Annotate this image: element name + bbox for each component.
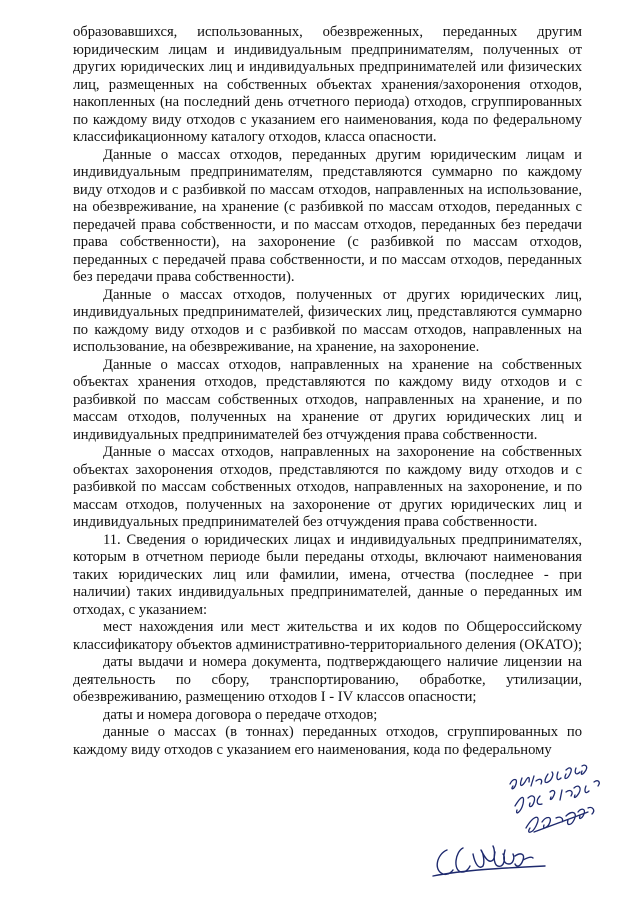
handwritten-annotation <box>470 748 630 848</box>
paragraph-transferred-waste: Данные о массах отходов, переданных другим юридическим лицам и индивидуальным предпринимателям, представляются суммарно по каждому виду отходов и с разбивкой по массам отходов, направленных на использование, на обезвреживание, на хранение (с разбивкой по массам отходов, переданных с передачей права собственности, и по массам отходов, переданных без передачи права собственности), на захоронение (с разбивкой по массам отходов, переданных с передачей права собственности, и по массам отходов, переданных без передачи права собственности). <box>73 146 582 285</box>
paragraph-continuation: образовавшихся, использованных, обезвреженных, переданных другим юридическим лицам и индивидуальным предпринимателям, полученных от других юридических лиц и индивидуальных предпринимателей или физических лиц, размещенных на собственных объектах хранения/захоронения отходов, накопленных (на последний день отчетного периода) отходов, сгруппированных по каждому виду отходов с указанием его наименования, кода по федеральному классификационному каталогу отходов, класса опасности. <box>73 24 582 145</box>
paragraph-locations-okato: мест нахождения или мест жительства и их кодов по Общероссийскому классификатору объектов административно-территориального деления (ОКАТО); <box>73 619 582 653</box>
paragraph-received-waste: Данные о массах отходов, полученных от других юридических лиц, индивидуальных предпринимателей, физических лиц, представляются суммарно по каждому виду отходов и с разбивкой по массам отходов, направленных на использование, на обезвреживание, на хранение, на захоронение. <box>73 286 582 355</box>
document-body <box>73 24 582 759</box>
paragraph-contract-dates: даты и номера договора о передаче отходов; <box>103 706 378 723</box>
paragraph-item-11: 11. Сведения о юридических лицах и индивидуальных предпринимателях, которым в отчетном периоде были переданы отходы, включают наименования таких юридических лиц или фамилии, имена, отчества (последнее - при наличии) таких индивидуальных предпринимателей, данные о переданных им отходах, с указанием: <box>73 531 582 618</box>
paragraph-burial-waste: Данные о массах отходов, направленных на захоронение на собственных объектах захоронения отходов, представляются по каждому виду отходов и с разбивкой по массам собственных отходов, направленных на захоронение, и по массам отходов, полученных на захоронение от других юридических лиц и индивидуальных предпринимателей без отчуждения права собственности. <box>73 444 582 530</box>
paragraph-license-dates: даты выдачи и номера документа, подтверждающего наличие лицензии на деятельность по сбору, транспортированию, обработке, утилизации, обезвреживанию, размещению отходов I - IV классов опасности; <box>73 654 582 705</box>
paragraph-storage-waste: Данные о массах отходов, направленных на хранение на собственных объектах хранения отходов, представляются по каждому виду отходов и с разбивкой по массам собственных отходов, направленных на хранение, и по массам отходов, полученных на хранение от других юридических лиц и индивидуальных предпринимателей без отчуждения права собственности. <box>73 356 582 443</box>
handwritten-signature <box>425 830 555 890</box>
paragraph-mass-data: данные о массах (в тоннах) переданных отходов, сгруппированных по каждому виду отходов с указанием его наименования, кода по федеральному <box>73 724 582 758</box>
